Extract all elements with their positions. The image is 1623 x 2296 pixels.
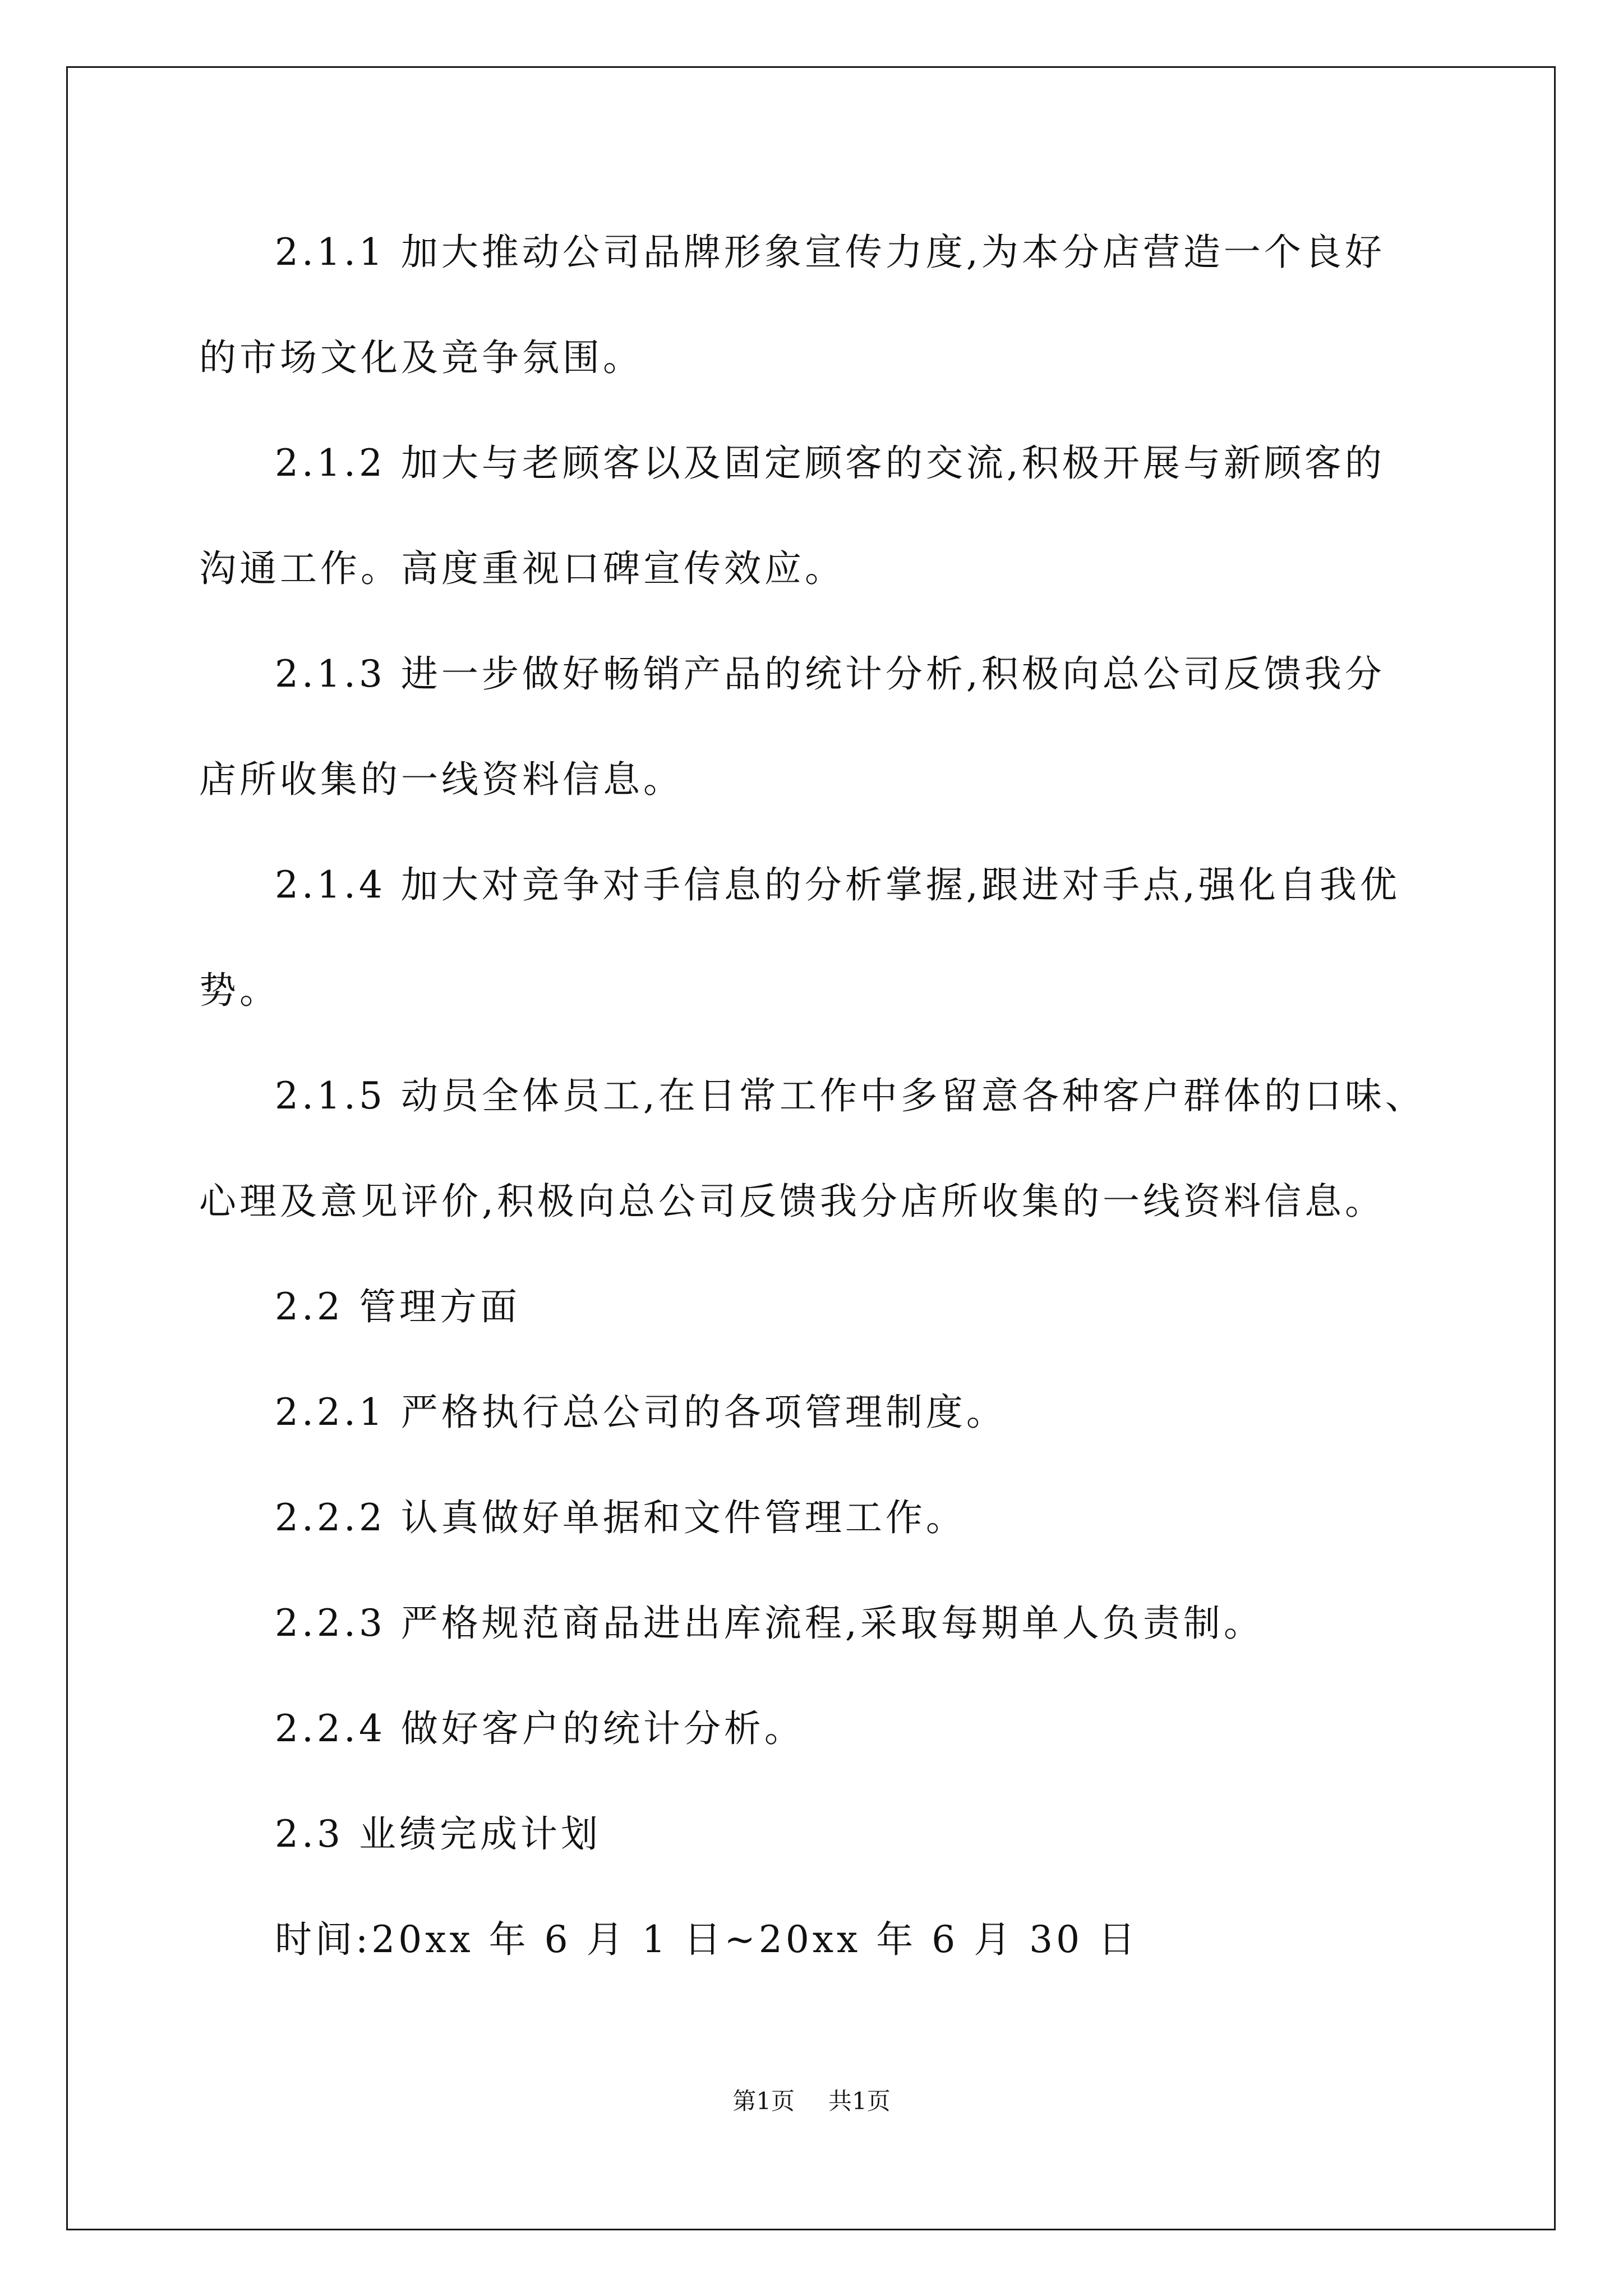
paragraph-2-1-4: 2.1.4 加大对竞争对手信息的分析掌握,跟进对手点,强化自我优 bbox=[275, 863, 1400, 907]
page-number: 第1页 bbox=[732, 2087, 795, 2115]
paragraph-2-1-5-continued: 心理及意见评价,积极向总公司反馈我分店所收集的一线资料信息。 bbox=[199, 1180, 1385, 1223]
date-range-line: 时间:20xx 年 6 月 1 日~20xx 年 6 月 30 日 bbox=[275, 1918, 1139, 1961]
paragraph-2-1-1-continued: 的市场文化及竞争氛围。 bbox=[199, 336, 643, 379]
paragraph-2-2-2: 2.2.2 认真做好单据和文件管理工作。 bbox=[275, 1496, 966, 1539]
paragraph-2-1-1: 2.1.1 加大推动公司品牌形象宣传力度,为本分店营造一个良好 bbox=[275, 231, 1385, 274]
paragraph-2-1-5: 2.1.5 动员全体员工,在日常工作中多留意各种客户群体的口味、 bbox=[275, 1074, 1426, 1117]
paragraph-2-1-3-continued: 店所收集的一线资料信息。 bbox=[199, 758, 684, 801]
page-border bbox=[66, 66, 1556, 2230]
page-total: 共1页 bbox=[828, 2087, 891, 2115]
paragraph-2-1-2: 2.1.2 加大与老顾客以及固定顾客的交流,积极开展与新顾客的 bbox=[275, 441, 1385, 485]
paragraph-2-1-3: 2.1.3 进一步做好畅销产品的统计分析,积极向总公司反馈我分 bbox=[275, 652, 1385, 696]
paragraph-2-2-1: 2.2.1 严格执行总公司的各项管理制度。 bbox=[275, 1391, 1007, 1434]
page-footer bbox=[0, 2086, 1623, 2117]
paragraph-2-1-2-continued: 沟通工作。高度重视口碑宣传效应。 bbox=[199, 547, 845, 590]
paragraph-2-2-3: 2.2.3 严格规范商品进出库流程,采取每期单人负责制。 bbox=[275, 1602, 1264, 1645]
paragraph-2-1-4-continued: 势。 bbox=[199, 969, 280, 1012]
heading-2-2: 2.2 管理方面 bbox=[275, 1285, 520, 1328]
paragraph-2-2-4: 2.2.4 做好客户的统计分析。 bbox=[275, 1707, 805, 1750]
heading-2-3: 2.3 业绩完成计划 bbox=[275, 1812, 601, 1856]
